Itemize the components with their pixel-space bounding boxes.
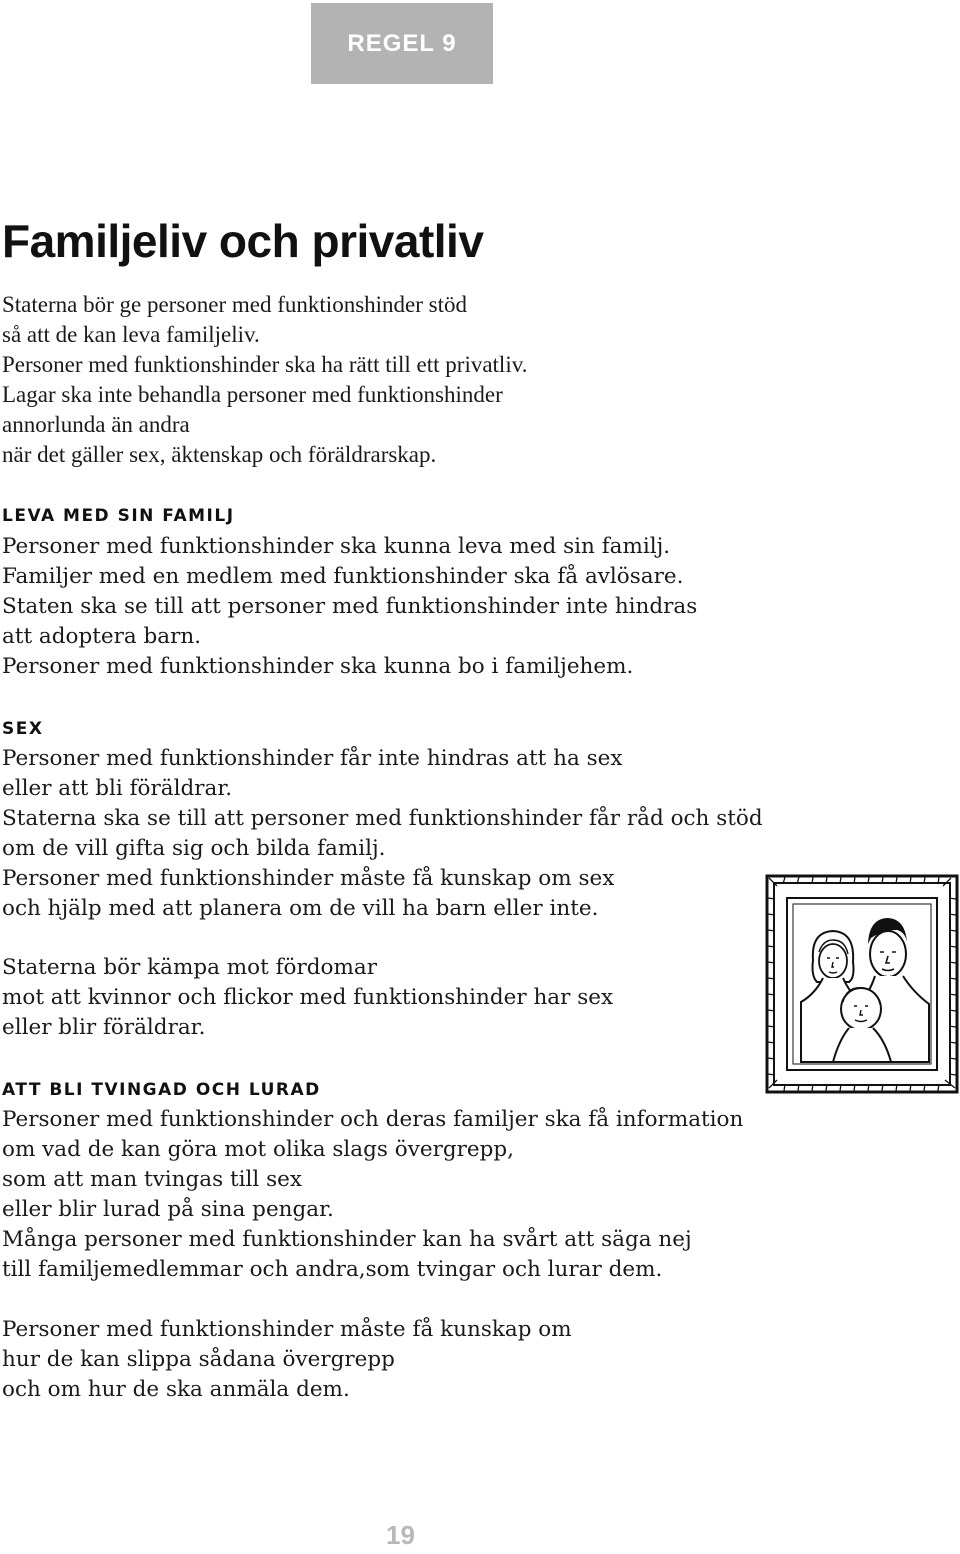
section-line: Personer med funktionshinder och deras familjer ska få information xyxy=(2,1107,744,1132)
section-line: och om hur de ska anmäla dem. xyxy=(2,1377,350,1402)
section-line: Staten ska se till att personer med funktionshinder inte hindras xyxy=(2,594,698,619)
section-line: Staterna bör kämpa mot fördomar xyxy=(2,955,377,980)
section-line: om de vill gifta sig och bilda familj. xyxy=(2,836,386,861)
section-line: eller blir lurad på sina pengar. xyxy=(2,1197,334,1222)
section-body-leva-med-sin-familj xyxy=(2,532,697,682)
family-portrait-illustration xyxy=(765,874,960,1096)
section-line: Personer med funktionshinder måste få kunskap om sex xyxy=(2,866,615,891)
page-title: Familjeliv och privatliv xyxy=(2,215,484,267)
section-line: mot att kvinnor och flickor med funktionshinder har sex xyxy=(2,985,614,1010)
section-line: Många personer med funktionshinder kan ha svårt att säga nej xyxy=(2,1227,692,1252)
intro-line: när det gäller sex, äktenskap och föräldrarskap. xyxy=(2,442,437,467)
section-line: att adoptera barn. xyxy=(2,624,202,649)
section-line: eller blir föräldrar. xyxy=(2,1015,206,1040)
section-heading-sex: SEX xyxy=(2,719,44,739)
intro-paragraph xyxy=(2,290,527,470)
section-line: Personer med funktionshinder ska kunna bo i familjehem. xyxy=(2,654,634,679)
section-line: som att man tvingas till sex xyxy=(2,1167,302,1192)
section-line: hur de kan slippa sådana övergrepp xyxy=(2,1347,395,1372)
section-body-sex xyxy=(2,744,763,924)
intro-line: annorlunda än andra xyxy=(2,412,190,437)
intro-line: så att de kan leva familjeliv. xyxy=(2,322,260,347)
section-body-att-bli-tvingad-och-lurad xyxy=(2,1105,743,1285)
intro-line: Staterna bör ge personer med funktionshinder stöd xyxy=(2,292,467,317)
section-line: Staterna ska se till att personer med funktionshinder får råd och stöd xyxy=(2,806,763,831)
section-heading-leva-med-sin-familj: LEVA MED SIN FAMILJ xyxy=(2,506,235,526)
intro-line: Lagar ska inte behandla personer med funktionshinder xyxy=(2,382,503,407)
section-line: till familjemedlemmar och andra,som tvingar och lurar dem. xyxy=(2,1257,663,1282)
rule-tab xyxy=(311,3,493,84)
rule-tab-label: REGEL 9 xyxy=(347,29,457,57)
section-line: Personer med funktionshinder ska kunna leva med sin familj. xyxy=(2,534,671,559)
page-number: 19 xyxy=(386,1520,415,1550)
section-heading-att-bli-tvingad-och-lurad: ATT BLI TVINGAD OCH LURAD xyxy=(2,1080,321,1100)
intro-line: Personer med funktionshinder ska ha rätt till ett privatliv. xyxy=(2,352,528,377)
section-line: och hjälp med att planera om de vill ha barn eller inte. xyxy=(2,896,599,921)
section-line: eller att bli föräldrar. xyxy=(2,776,233,801)
section-body-att-bli-tvingad-continued xyxy=(2,1315,572,1405)
section-line: om vad de kan göra mot olika slags övergrepp, xyxy=(2,1137,514,1162)
section-line: Familjer med en medlem med funktionshinder ska få avlösare. xyxy=(2,564,684,589)
section-line: Personer med funktionshinder får inte hindras att ha sex xyxy=(2,746,623,771)
section-body-sex-continued xyxy=(2,953,613,1043)
section-line: Personer med funktionshinder måste få kunskap om xyxy=(2,1317,572,1342)
